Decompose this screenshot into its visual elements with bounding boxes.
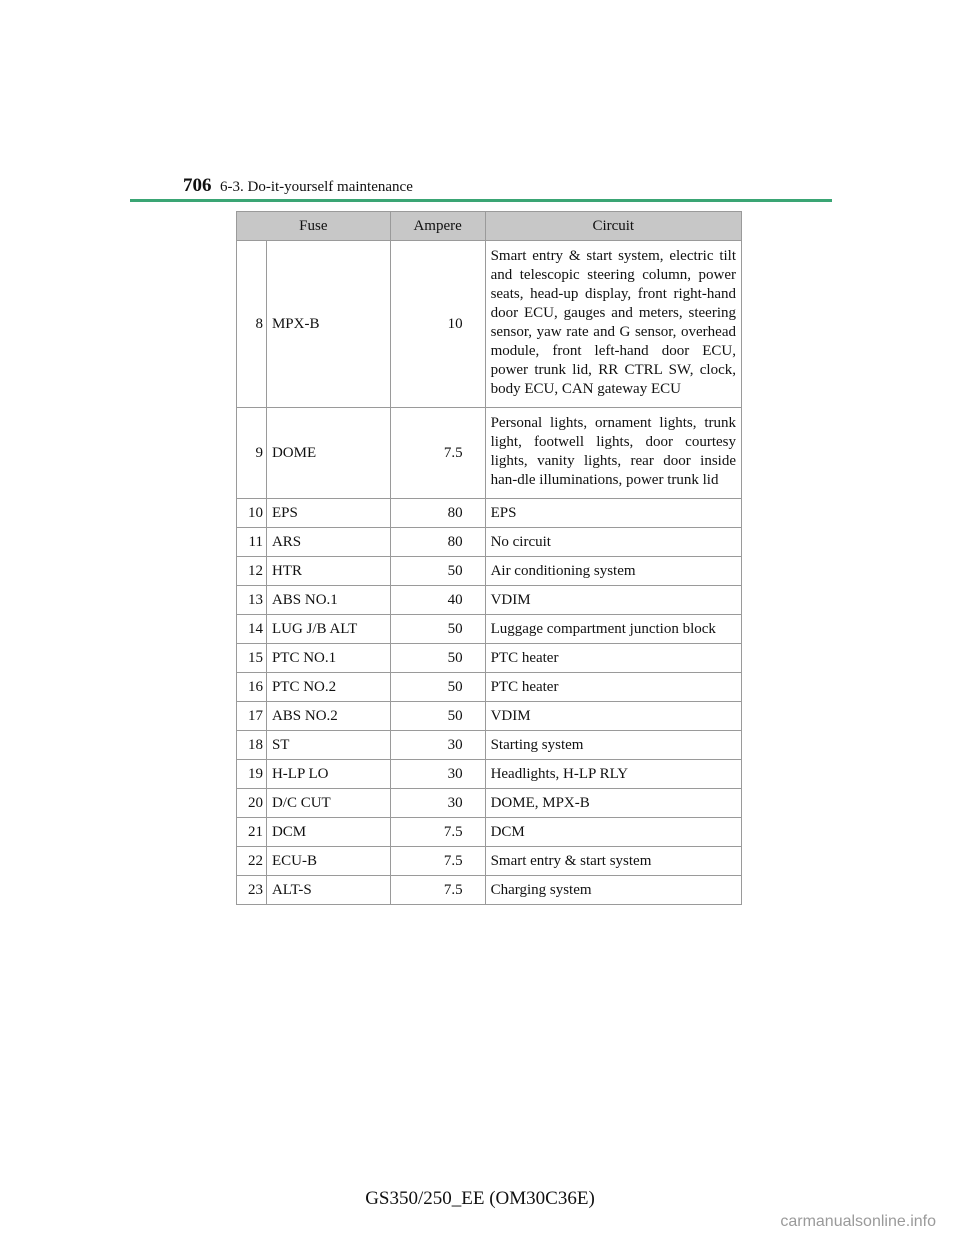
circuit-cell: No circuit	[485, 528, 741, 557]
fuse-number-cell: 18	[237, 731, 267, 760]
circuit-cell: PTC heater	[485, 644, 741, 673]
table-row	[237, 847, 742, 876]
table-row	[237, 241, 742, 408]
column-header-fuse: Fuse	[237, 212, 391, 241]
fuse-name-cell: ST	[266, 731, 390, 760]
section-title: 6-3. Do-it-yourself maintenance	[220, 179, 413, 195]
fuse-number-cell: 8	[237, 241, 267, 408]
fuse-number-cell: 15	[237, 644, 267, 673]
ampere-cell: 7.5	[390, 408, 485, 499]
ampere-cell: 7.5	[390, 876, 485, 905]
fuse-number-cell: 23	[237, 876, 267, 905]
circuit-cell: DCM	[485, 818, 741, 847]
ampere-cell: 30	[390, 731, 485, 760]
column-header-circuit: Circuit	[485, 212, 741, 241]
fuse-number-cell: 16	[237, 673, 267, 702]
ampere-cell: 40	[390, 586, 485, 615]
ampere-cell: 50	[390, 673, 485, 702]
ampere-cell: 50	[390, 615, 485, 644]
circuit-cell: Luggage compartment junction block	[485, 615, 741, 644]
model-code: GS350/250_EE (OM30C36E)	[365, 1188, 595, 1209]
table-row	[237, 818, 742, 847]
circuit-cell: Smart entry & start system	[485, 847, 741, 876]
table-body	[237, 241, 742, 905]
fuse-number-cell: 22	[237, 847, 267, 876]
circuit-cell: Headlights, H-LP RLY	[485, 760, 741, 789]
fuse-number-cell: 20	[237, 789, 267, 818]
ampere-cell: 10	[390, 241, 485, 408]
fuse-name-cell: ECU-B	[266, 847, 390, 876]
table-row	[237, 644, 742, 673]
watermark: carmanualsonline.info	[780, 1213, 936, 1230]
fuse-table	[236, 211, 742, 905]
circuit-cell: Charging system	[485, 876, 741, 905]
fuse-number-cell: 14	[237, 615, 267, 644]
circuit-cell: Personal lights, ornament lights, trunk light, footwell lights, door courtesy lights, vanity lights, rear door inside han-dle illuminations, power trunk lid	[485, 408, 741, 499]
fuse-name-cell: MPX-B	[266, 241, 390, 408]
fuse-number-cell: 12	[237, 557, 267, 586]
ampere-cell: 50	[390, 557, 485, 586]
table-header-row	[237, 212, 742, 241]
table-row	[237, 673, 742, 702]
fuse-name-cell: HTR	[266, 557, 390, 586]
fuse-name-cell: H-LP LO	[266, 760, 390, 789]
table-row	[237, 408, 742, 499]
circuit-cell: DOME, MPX-B	[485, 789, 741, 818]
fuse-number-cell: 21	[237, 818, 267, 847]
fuse-name-cell: DOME	[266, 408, 390, 499]
ampere-cell: 7.5	[390, 847, 485, 876]
table-row	[237, 702, 742, 731]
fuse-name-cell: D/C CUT	[266, 789, 390, 818]
fuse-number-cell: 11	[237, 528, 267, 557]
fuse-name-cell: LUG J/B ALT	[266, 615, 390, 644]
ampere-cell: 7.5	[390, 818, 485, 847]
table-row	[237, 586, 742, 615]
ampere-cell: 30	[390, 760, 485, 789]
table-row	[237, 499, 742, 528]
table-row	[237, 615, 742, 644]
table-row	[237, 789, 742, 818]
fuse-number-cell: 10	[237, 499, 267, 528]
fuse-name-cell: ABS NO.2	[266, 702, 390, 731]
circuit-cell: Air conditioning system	[485, 557, 741, 586]
circuit-cell: Smart entry & start system, electric tilt and telescopic steering column, power seats, head-up display, front right-hand door ECU, gauges and meters, steering sensor, yaw rate and G sensor, overhead module, front left-hand door ECU, power trunk lid, RR CTRL SW, clock, body ECU, CAN gateway ECU	[485, 241, 741, 408]
circuit-cell: VDIM	[485, 702, 741, 731]
fuse-name-cell: ALT-S	[266, 876, 390, 905]
column-header-ampere: Ampere	[390, 212, 485, 241]
fuse-number-cell: 13	[237, 586, 267, 615]
table-row	[237, 528, 742, 557]
fuse-name-cell: EPS	[266, 499, 390, 528]
circuit-cell: VDIM	[485, 586, 741, 615]
fuse-name-cell: ARS	[266, 528, 390, 557]
table-row	[237, 557, 742, 586]
fuse-number-cell: 9	[237, 408, 267, 499]
ampere-cell: 50	[390, 702, 485, 731]
ampere-cell: 80	[390, 528, 485, 557]
header-divider	[130, 199, 832, 202]
circuit-cell: Starting system	[485, 731, 741, 760]
table-row	[237, 731, 742, 760]
circuit-cell: EPS	[485, 499, 741, 528]
fuse-name-cell: PTC NO.2	[266, 673, 390, 702]
fuse-number-cell: 17	[237, 702, 267, 731]
fuse-name-cell: DCM	[266, 818, 390, 847]
ampere-cell: 50	[390, 644, 485, 673]
ampere-cell: 30	[390, 789, 485, 818]
fuse-number-cell: 19	[237, 760, 267, 789]
fuse-name-cell: PTC NO.1	[266, 644, 390, 673]
table-row	[237, 760, 742, 789]
fuse-name-cell: ABS NO.1	[266, 586, 390, 615]
circuit-cell: PTC heater	[485, 673, 741, 702]
table-row	[237, 876, 742, 905]
page-number: 706	[183, 175, 212, 196]
ampere-cell: 80	[390, 499, 485, 528]
